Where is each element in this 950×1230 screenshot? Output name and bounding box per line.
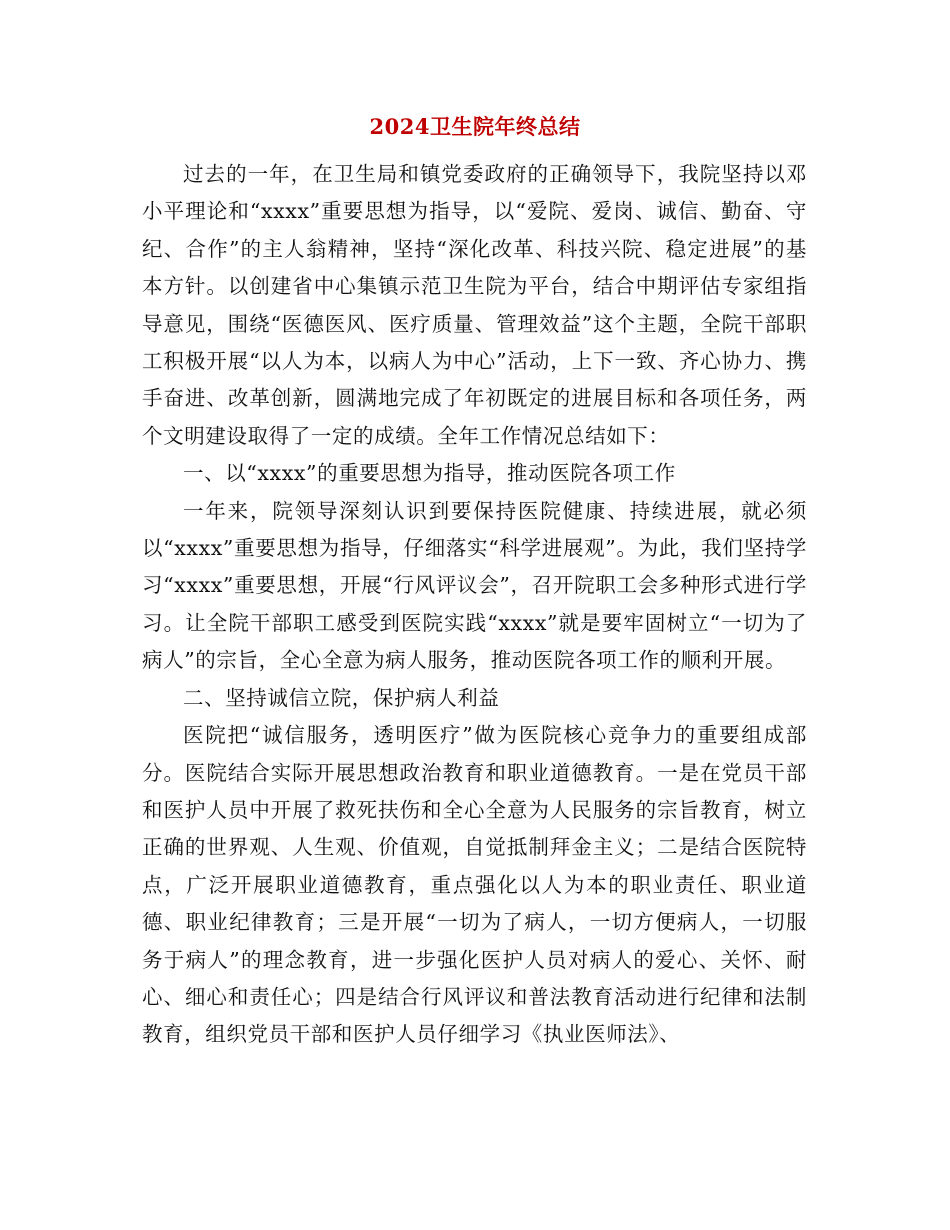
document-body xyxy=(142,156,807,1054)
document-title: 2024卫生院年终总结 xyxy=(369,114,581,139)
section-1-paragraph: 一年来，院领导深刻认识到要保持医院健康、持续进展，就必须以“xxxx”重要思想为指导，仔细落实“科学进展观”。为此，我们坚持学习“xxxx”重要思想，开展“行风评议会”，召开院职工会多种形式进行学习。让全院干部职工感受到医院实践“xxxx”就是要牢固树立“一切为了病人”的宗旨，全心全意为病人服务，推动医院各项工作的顺利开展。 xyxy=(142,498,807,673)
section-heading-2: 二、坚持诚信立院，保护病人利益 xyxy=(183,685,500,710)
section-2-paragraph: 医院把“诚信服务，透明医疗”做为医院核心竞争力的重要组成部分。医院结合实际开展思想政治教育和职业道德教育。一是在党员干部和医护人员中开展了救死扶伤和全心全意为人民服务的宗旨教育，树立正确的世界观、人生观、价值观，自觉抵制拜金主义；二是结合医院特点，广泛开展职业道德教育，重点强化以人为本的职业责任、职业道德、职业纪律教育；三是开展“一切为了病人，一切方便病人，一切服务于病人”的理念教育，进一步强化医护人员对病人的爱心、关怀、耐心、细心和责任心；四是结合行风评议和普法教育活动进行纪律和法制教育，组织党员干部和医护人员仔细学习《执业医师法》、 xyxy=(142,723,807,1047)
section-heading-1: 一、以“xxxx”的重要思想为指导，推动医院各项工作 xyxy=(183,461,676,486)
intro-paragraph: 过去的一年，在卫生局和镇党委政府的正确领导下，我院坚持以邓小平理论和“xxxx”重要思想为指导，以“爱院、爱岗、诚信、勤奋、守纪、合作”的主人翁精神，坚持“深化改革、科技兴院、稳定进展”的基本方针。以创建省中心集镇示范卫生院为平台，结合中期评估专家组指导意见，围绕“医德医风、医疗质量、管理效益”这个主题，全院干部职工积极开展“以人为本，以病人为中心”活动，上下一致、齐心协力、携手奋进、改革创新，圆满地完成了年初既定的进展目标和各项任务，两个文明建设取得了一定的成绩。全年工作情况总结如下： xyxy=(142,162,807,448)
